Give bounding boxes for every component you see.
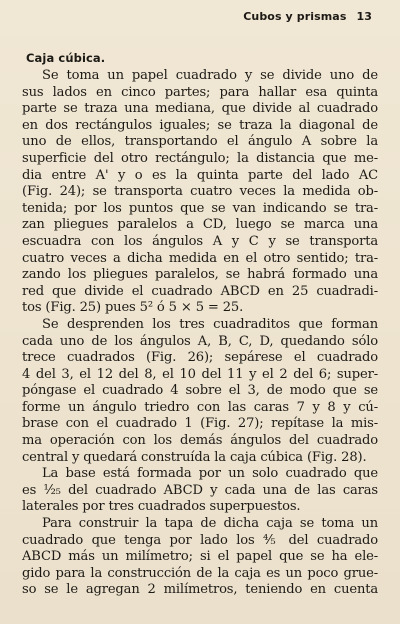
text-line: parte se traza una mediana, que divide al cuadrado [22,101,378,117]
text-line: póngase el cuadrado 4 sobre el 3, de modo que se [22,383,378,399]
text-line: tos (Fig. 25) pues 5² ó 5 × 5 = 25. [22,300,244,316]
text-line: sus lados en cinco partes; para hallar esa quinta [22,84,378,100]
text-line: ma operación con los demás ángulos del cuadrado [22,433,378,449]
section-title: Caja cúbica. [26,51,106,65]
text-line: gido para la construcción de la caja es un poco grue- [22,565,378,581]
text-line: Se desprenden los tres cuadraditos que forman [42,316,378,332]
text-line: en dos rectángulos iguales; se traza la diagonal de [22,117,378,133]
running-title: Cubos y prismas [243,10,347,23]
text-line: trece cuadrados (Fig. 26); sepárese el cuadrado [22,350,378,366]
text-line: cuadrado que tenga por lado los ⅘ del cuadrado [22,532,378,548]
text-line: 4 del 3, el 12 del 8, el 10 del 11 y el 2 del 6; super- [22,366,378,382]
text-line: red que divide el cuadrado ABCD en 25 cuadradi- [22,283,378,299]
text-line: central y quedará construída la caja cúbica (Fig. 28). [22,449,367,465]
text-line: tenida; por los puntos que se van indicando se tra- [22,200,378,216]
text-line: (Fig. 24); se transporta cuatro veces la medida ob- [22,184,378,200]
page-number: 13 [356,10,372,23]
text-line: superficie del otro rectángulo; la distancia que me- [22,150,378,166]
text-line: Se toma un papel cuadrado y se divide uno de [42,68,378,83]
text-line: es ¹⁄₂₅ del cuadrado ABCD y cada una de las caras [22,482,378,498]
text-line: forme un ángulo triedro con las caras 7 y 8 y cú- [22,399,378,415]
body-text [22,68,378,599]
text-line: laterales por tres cuadrados superpuestos. [22,499,301,515]
text-line: zan pliegues paralelos a CD, luego se marca una [22,217,378,233]
text-line: dia entre A' y o es la quinta parte del lado AC [22,167,378,183]
text-line: zando los pliegues paralelos, se habrá formado una [22,267,378,283]
text-line: ABCD más un milímetro; si el papel que se ha ele- [22,549,378,565]
text-line: escuadra con los ángulos A y C y se transporta [22,233,378,249]
text-line: uno de ellos, transportando el ángulo A sobre la [22,134,378,150]
text-line: so se le agregan 2 milímetros, teniendo en cuenta [22,582,378,598]
text-line: La base está formada por un solo cuadrado que [42,466,378,482]
running-head [243,10,372,23]
text-line: brase con el cuadrado 1 (Fig. 27); repítase la mis- [22,416,378,432]
text-line: Para construir la tapa de dicha caja se toma un [42,516,378,532]
text-line: cada uno de los ángulos A, B, C, D, quedando sólo [22,333,378,349]
text-line: cuatro veces a dicha medida en el otro sentido; tra- [22,250,378,266]
